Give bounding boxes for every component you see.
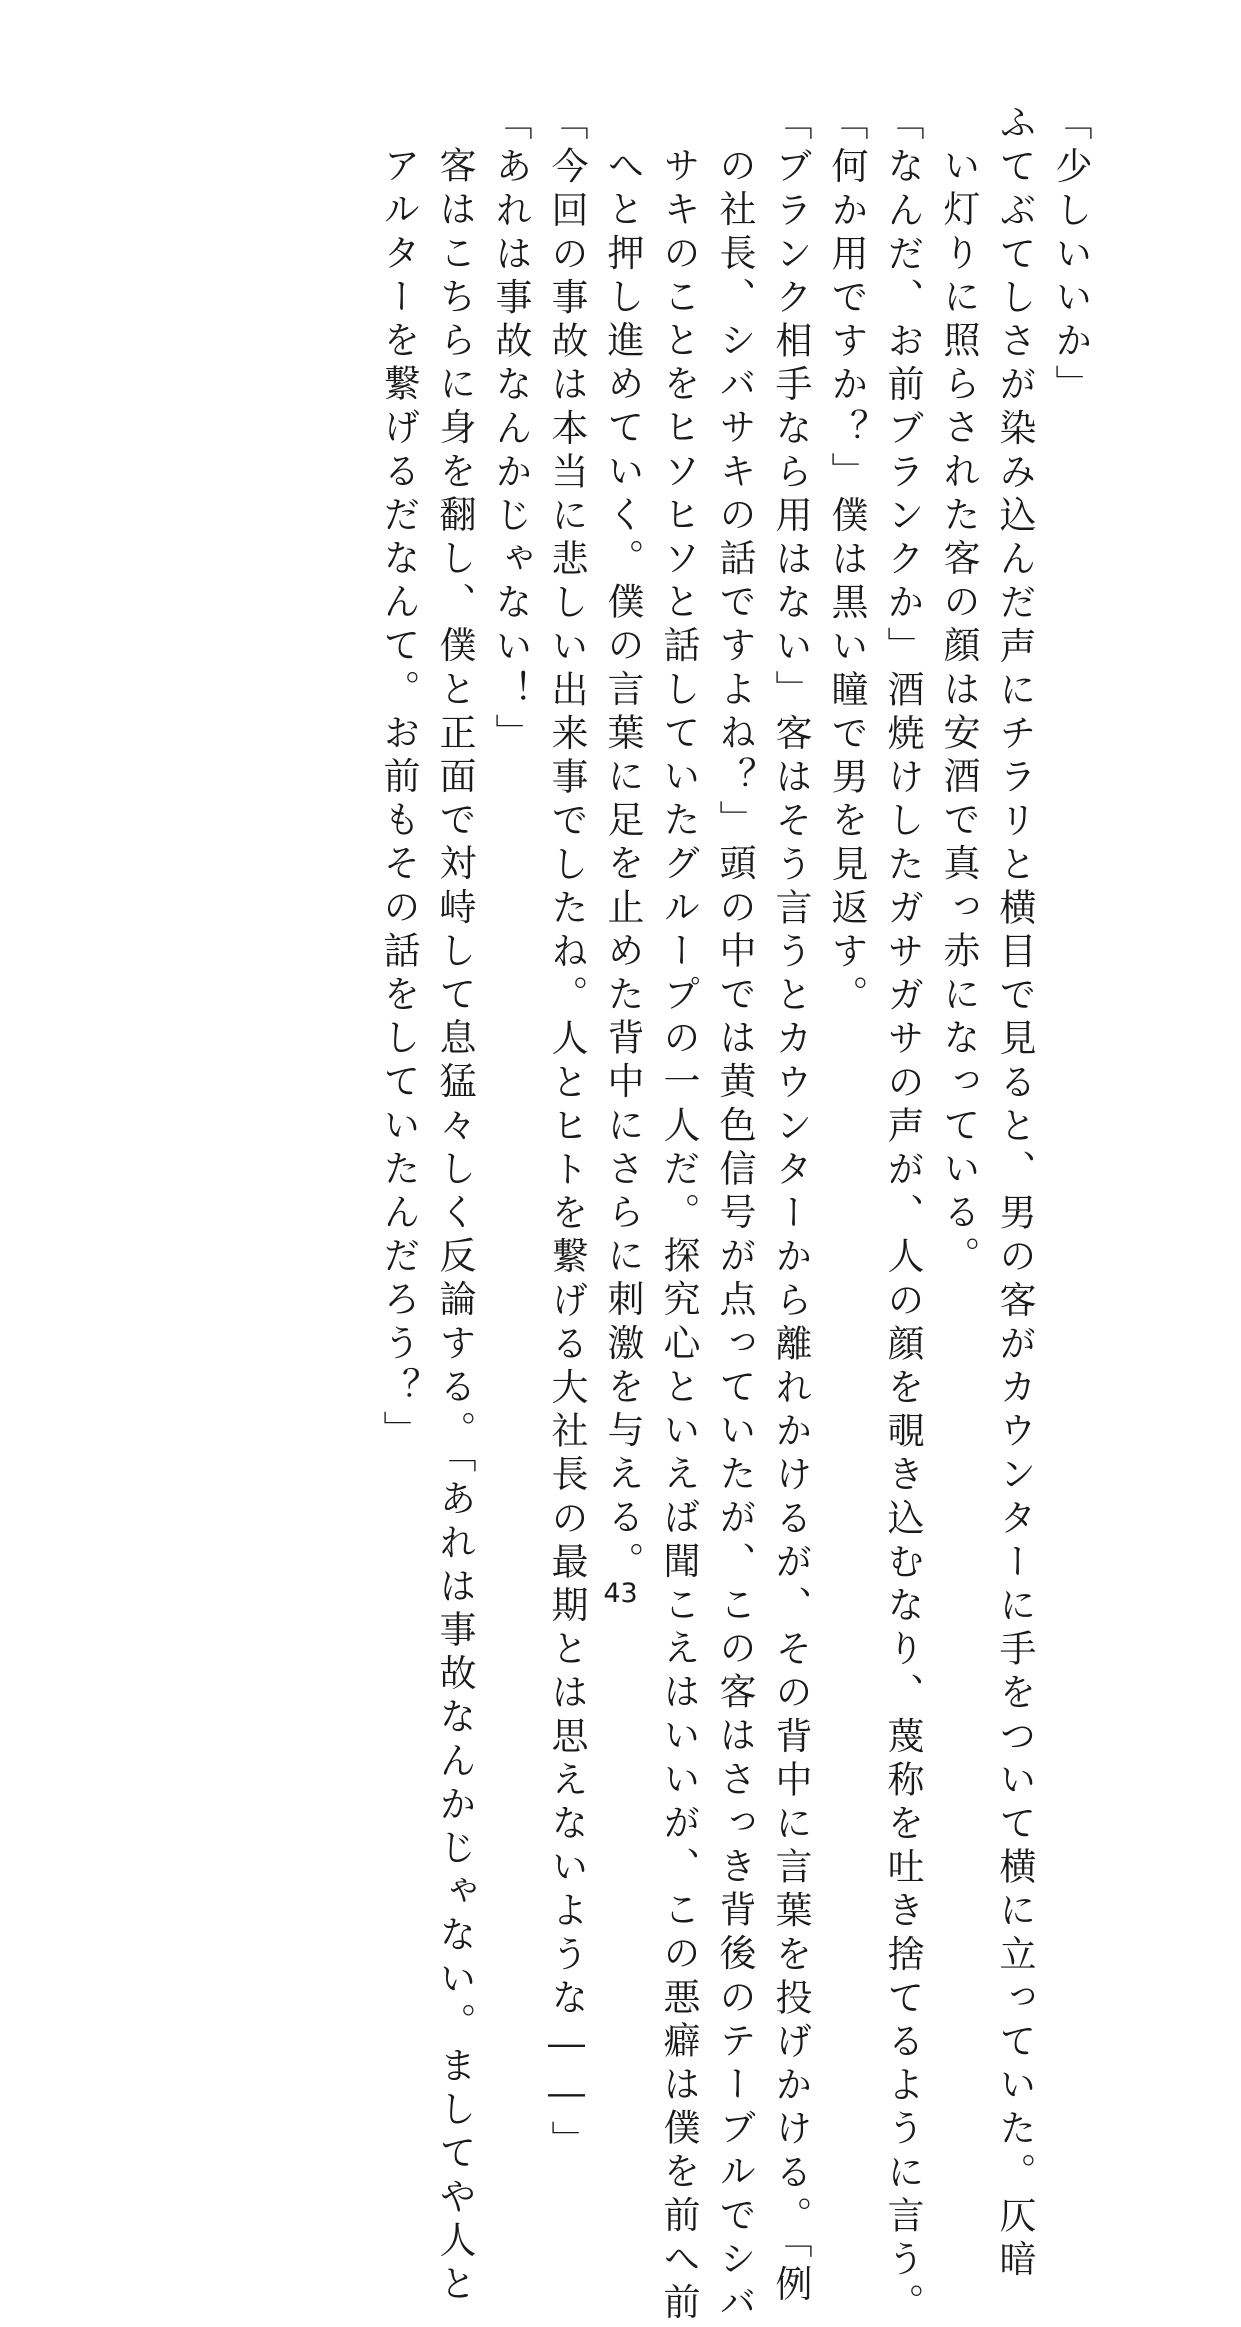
text-line: 「ブランク相手なら用はない」客はそう言うとカウンターから離れかけるが、その背中に言葉を投げかける。「例 [769, 103, 812, 2309]
text-line: 「今回の事故は本当に悲しい出来事でしたね。人とヒトを繋げる大社長の最期とは思えないような――」 [545, 103, 588, 2165]
text-line: サキのことをヒソヒソと話していたグループの一人だ。探究心といえば聞こえはいいが、この悪癖は僕を前へ前 [657, 146, 700, 2326]
page-number: 43 [603, 1578, 638, 1609]
text-line: の社長、シバサキの話ですよね？」頭の中では黄色信号が点っていたが、この客はさっき背後のテーブルでシバ [713, 146, 756, 2326]
text-line: 「なんだ、お前ブランクか」酒焼けしたガサガサの声が、人の顔を覗き込むなり、蔑称を吐き捨てるように言う。 [881, 103, 924, 2327]
text-line: へと押し進めていく。僕の言葉に足を止めた背中にさらに刺激を与える。 [601, 146, 644, 1585]
text-line: 「少しいいか」 [1049, 103, 1092, 409]
text-line: アルターを繋げるだなんて。お前もその話をしていたんだろう？」 [377, 146, 420, 1454]
text-line: 客はこちらに身を翻し、僕と正面で対峙して息猛々しく反論する。「あれは事故なんかじゃない。ましてや人と [433, 146, 476, 2308]
text-line: い灯りに照らされた客の顔は安酒で真っ赤になっている。 [937, 146, 980, 1280]
text-line: 「何か用ですか？」僕は黒い瞳で男を見返す。 [825, 103, 868, 1019]
text-line: ふてぶてしさが染み込んだ声にチラリと横目で見ると、男の客がカウンターに手をついて横に立っていた。仄暗 [993, 103, 1036, 2283]
text-line: 「あれは事故なんかじゃない！」 [489, 103, 532, 757]
